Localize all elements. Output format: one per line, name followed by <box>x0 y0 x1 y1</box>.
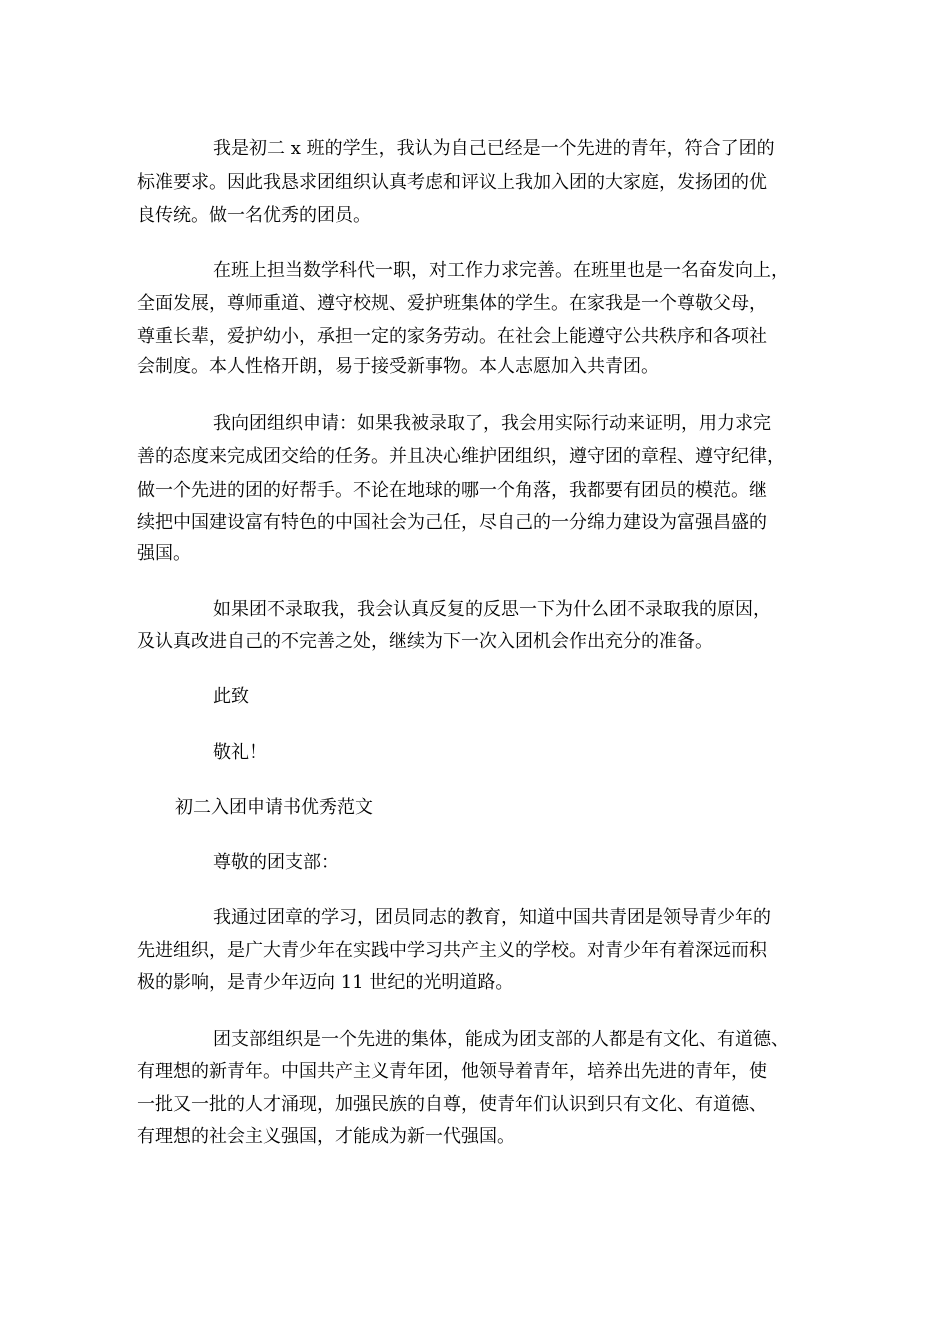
text-line: 及认真改进自己的不完善之处，继续为下一次入团机会作出充分的准备。 <box>137 631 713 652</box>
text-line: 一批又一批的人才涌现，加强民族的自尊，使青年们认识到只有文化、有道德、 <box>137 1094 767 1115</box>
text-line: 我通过团章的学习，团员同志的教育，知道中国共青团是领导青少年的 <box>213 907 771 928</box>
closing-salute: 敬礼！ <box>213 742 267 763</box>
text-line: 续把中国建设富有特色的中国社会为己任，尽自己的一分绵力建设为富强昌盛的 <box>137 512 767 533</box>
text-line: 做一个先进的团的好帮手。不论在地球的哪一个角落，我都要有团员的模范。继 <box>137 480 767 501</box>
section-title: 初二入团申请书优秀范文 <box>175 797 373 818</box>
text-line: 强国。 <box>137 543 191 564</box>
closing-greeting: 此致 <box>213 686 249 707</box>
text-line: 在班上担当数学科代一职，对工作力求完善。在班里也是一名奋发向上， <box>213 260 789 281</box>
text-line: 有理想的社会主义强国，才能成为新一代强国。 <box>137 1126 515 1147</box>
text-line: 团支部组织是一个先进的集体，能成为团支部的人都是有文化、有道德、 <box>213 1029 789 1050</box>
salutation: 尊敬的团支部： <box>213 852 339 873</box>
text-line: 会制度。本人性格开朗，易于接受新事物。本人志愿加入共青团。 <box>137 356 659 377</box>
text-line: 极的影响，是青少年迈向 11 世纪的光明道路。 <box>137 972 514 993</box>
text-line: 标准要求。因此我恳求团组织认真考虑和评议上我加入团的大家庭，发扬团的优 <box>137 172 767 193</box>
text-line: 我是初二 x 班的学生，我认为自己已经是一个先进的青年，符合了团的 <box>213 138 775 159</box>
text-line: 先进组织，是广大青少年在实践中学习共产主义的学校。对青少年有着深远而积 <box>137 940 767 961</box>
text-line: 全面发展，尊师重道、遵守校规、爱护班集体的学生。在家我是一个尊敬父母， <box>137 293 767 314</box>
text-line: 我向团组织申请：如果我被录取了，我会用实际行动来证明，用力求完 <box>213 413 771 434</box>
text-line: 如果团不录取我，我会认真反复的反思一下为什么团不录取我的原因， <box>213 599 771 620</box>
text-line: 善的态度来完成团交给的任务。并且决心维护团组织，遵守团的章程、遵守纪律， <box>137 446 785 467</box>
text-line: 良传统。做一名优秀的团员。 <box>137 205 371 226</box>
text-line: 有理想的新青年。中国共产主义青年团，他领导着青年，培养出先进的青年，使 <box>137 1061 767 1082</box>
text-line: 尊重长辈，爱护幼小，承担一定的家务劳动。在社会上能遵守公共秩序和各项社 <box>137 326 767 347</box>
